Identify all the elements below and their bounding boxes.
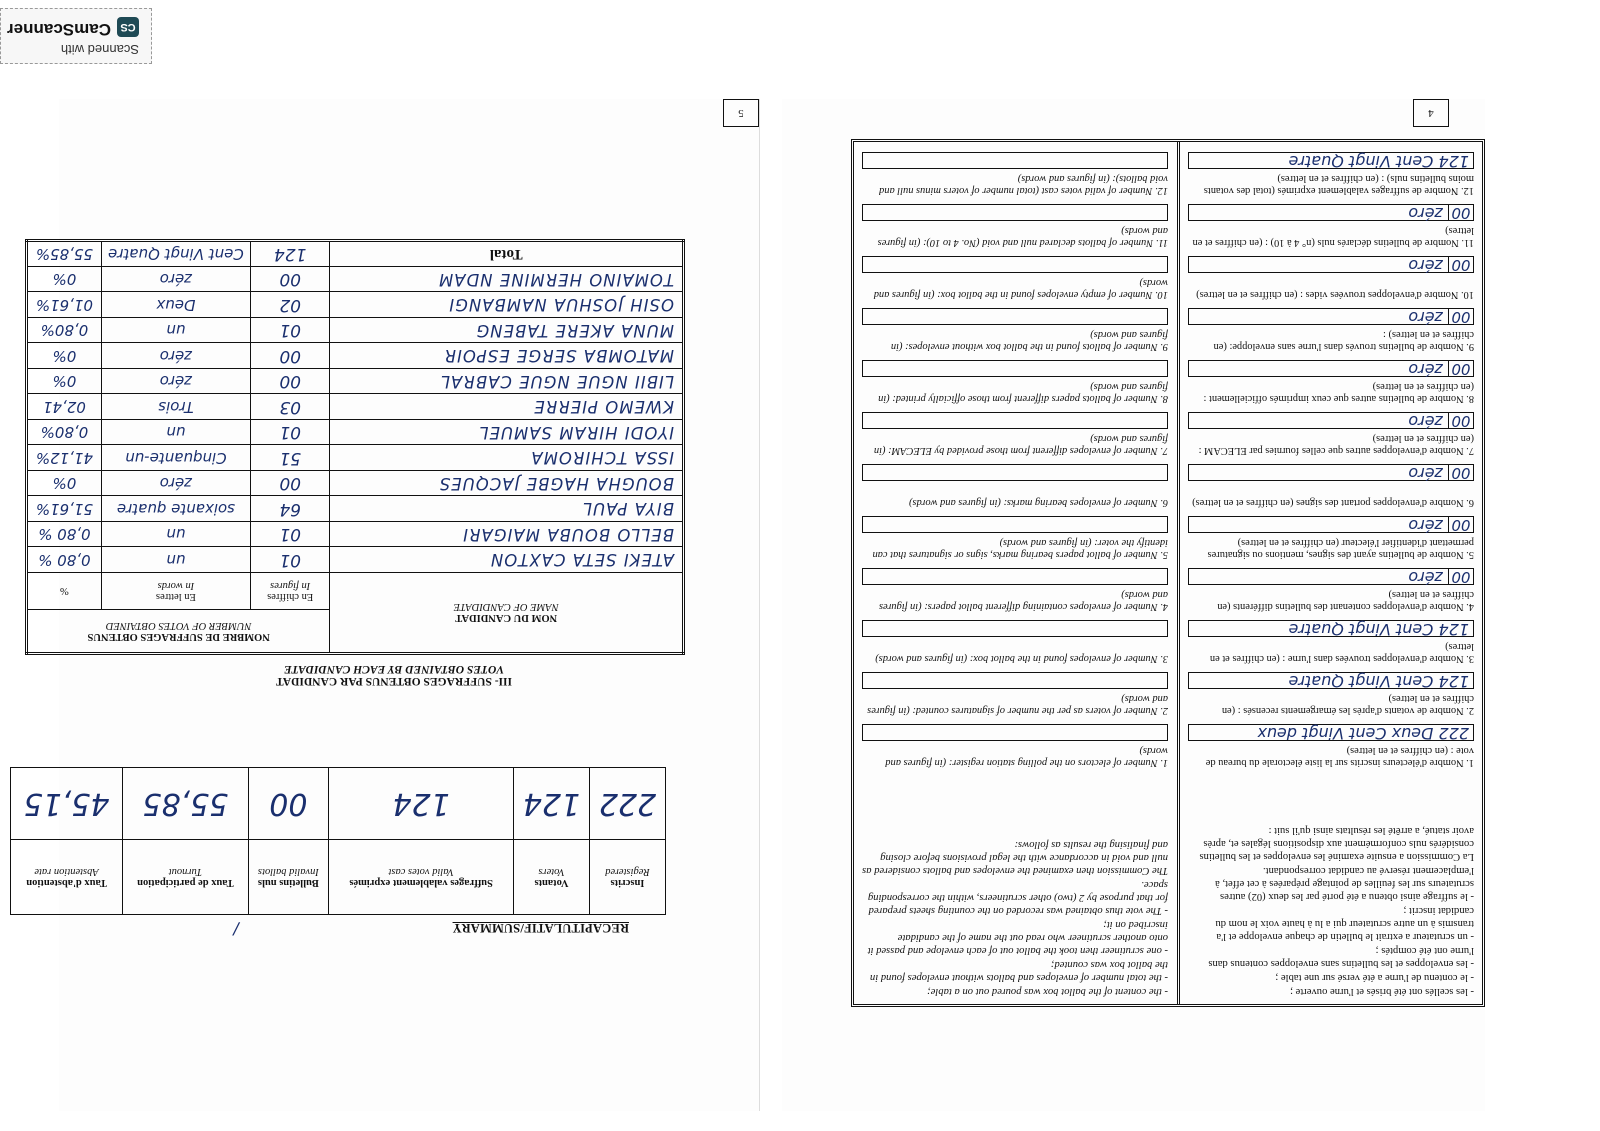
- candidate-figures: 00: [251, 267, 330, 293]
- answer-figures: 00: [1448, 413, 1473, 428]
- candidate-words: zéro: [101, 343, 250, 369]
- answer-words: zéro: [1408, 464, 1443, 483]
- answer-words: zéro: [1408, 308, 1443, 327]
- candidate-figures: 00: [251, 471, 330, 497]
- form-item-fr: [1188, 612, 1474, 664]
- form-item-en: [862, 352, 1168, 404]
- summary-value: 55,85: [123, 768, 248, 840]
- answer-box-empty: [862, 724, 1168, 741]
- answer-figures: 00: [1448, 465, 1473, 480]
- procedure-intro-fr: [1188, 823, 1474, 998]
- candidate-words: zéro: [101, 267, 250, 293]
- answer-box-empty: [862, 256, 1168, 273]
- form-item-en: [862, 404, 1168, 456]
- candidate-figures: 01: [251, 522, 330, 548]
- item-question-fr: 12. Nombre de suffrages valablement exprimés (total des votants moins bulletins nuls) : (en chiffres et en lettres): [1203, 173, 1474, 196]
- form-item-fr: [1188, 248, 1474, 300]
- answer-figures: 00: [1448, 517, 1473, 532]
- form-item-fr: [1188, 196, 1474, 248]
- candidate-name: BIYA PAUL: [330, 496, 684, 522]
- candidate-words: Cinquante-un: [101, 445, 250, 471]
- candidate-percent: 0%: [27, 369, 102, 395]
- header-words: En lettres In words: [101, 573, 250, 610]
- candidate-name: ISSA TCHIROMA: [330, 445, 684, 471]
- form-item-en: [862, 456, 1168, 508]
- intro-paragraph-fr: - les scellés ont été brisés et l'urne ouverte ;: [1290, 986, 1474, 997]
- candidate-name: MATOMBA SERGE ESPOIR: [330, 343, 684, 369]
- candidate-words: un: [101, 420, 250, 446]
- header-votes: NOMBRE DE SUFFRAGES OBTENUS NUMBER OF VOTES OBTAINED: [27, 610, 330, 654]
- answer-box: [1188, 308, 1474, 325]
- item-question-fr: 4. Nombre d'enveloppes contenant des bulletins différents (en chiffres et en lettres): [1217, 589, 1474, 612]
- candidate-figures: 64: [251, 496, 330, 522]
- procedure-items-fr: [1188, 144, 1474, 768]
- form-item-en: [862, 664, 1168, 716]
- answer-figures: 00: [1448, 569, 1473, 584]
- form-item-en: [862, 300, 1168, 352]
- procedure-intro-en: [862, 837, 1168, 998]
- summary-header-fr: Taux d'abstention: [26, 877, 107, 888]
- summary-header-fr: Bulletins nuls: [257, 877, 319, 888]
- item-question-en: 9. Number of ballots found in the ballot box without envelopes: (in figures and words): [890, 329, 1168, 352]
- candidate-figures: 00: [251, 343, 330, 369]
- item-question-fr: 2. Nombre de votants d'après les émargements recensés : (en chiffres et en lettres): [1221, 693, 1474, 716]
- form-item-fr: [1188, 300, 1474, 352]
- form-item-en: [862, 508, 1168, 560]
- summary-header-cell: [590, 840, 666, 915]
- candidate-name: BELLO BOUBA MAIGARI: [330, 522, 684, 548]
- handwritten-answer: 124 Cent Vingt Quatre: [1288, 620, 1469, 639]
- answer-box: [1188, 724, 1474, 741]
- counting-procedure-box: [851, 139, 1485, 1007]
- total-row: [27, 241, 684, 267]
- summary-header-cell: [11, 840, 123, 915]
- answer-box-empty: [862, 620, 1168, 637]
- total-label: Total: [330, 241, 684, 267]
- form-item-fr: [1188, 352, 1474, 404]
- item-question-en: 12. Number of valid votes cast (total number of voters minus null and void ballots): (in figures and words): [879, 173, 1168, 196]
- intro-paragraph-en: The Commission then examined the envelopes and ballots considered as null and void in accordance with the legal provisions before closing and finalising the results as follows:: [862, 839, 1168, 876]
- answer-words: zéro: [1408, 360, 1443, 379]
- candidate-percent: 01,61%: [27, 292, 102, 318]
- form-item-en: [862, 612, 1168, 664]
- form-item-fr: [1188, 716, 1474, 768]
- candidate-percent: 0%: [27, 267, 102, 293]
- answer-box: [1188, 672, 1474, 689]
- answer-figures: 00: [1448, 205, 1473, 220]
- summary-header-en: Registered: [605, 866, 650, 877]
- header-percent: %: [27, 573, 102, 610]
- answer-box: [1188, 204, 1474, 221]
- summary-header-cell: [514, 840, 590, 915]
- candidate-row: [27, 394, 684, 420]
- candidate-row: [27, 267, 684, 293]
- page-number-4: 4: [1413, 99, 1449, 127]
- summary-value: 00: [248, 768, 329, 840]
- form-item-fr: [1188, 456, 1474, 508]
- candidate-name: KWEMO PIERRE: [330, 394, 684, 420]
- candidate-percent: 0%: [27, 471, 102, 497]
- candidate-name: OSIH JOSHUA NAMBANGI: [330, 292, 684, 318]
- procedure-items-en: [862, 144, 1168, 768]
- answer-box-empty: [862, 360, 1168, 377]
- candidate-row: [27, 496, 684, 522]
- candidate-row: [27, 318, 684, 344]
- candidate-percent: 0%: [27, 343, 102, 369]
- summary-header-en: Turnout: [168, 866, 202, 877]
- results-title: [224, 663, 564, 687]
- summary-header-cell: [248, 840, 329, 915]
- candidate-figures: 01: [251, 318, 330, 344]
- camscanner-badge: [0, 8, 152, 64]
- camscanner-logo-icon: CS: [117, 17, 139, 37]
- answer-box: [1188, 620, 1474, 637]
- summary-table: [10, 767, 666, 915]
- summary-value: 222: [590, 768, 666, 840]
- item-question-en: 8. Number of ballots papers different from those officially printed: (in figures and words): [878, 381, 1168, 404]
- answer-box-empty: [862, 308, 1168, 325]
- item-question-en: 2. Number of voters as per the number of signatures counted: (in figures and words): [867, 693, 1168, 716]
- candidate-row: [27, 471, 684, 497]
- form-item-fr: [1188, 508, 1474, 560]
- item-question-en: 3. Number of envelopes found in the ballot box: (in figures and words): [875, 653, 1168, 664]
- summary-header-fr: Suffrages valablement exprimés: [349, 877, 493, 888]
- candidate-words: zéro: [101, 471, 250, 497]
- candidate-percent: 0,80%: [27, 318, 102, 344]
- summary-header-fr: Taux de participation: [137, 877, 234, 888]
- candidate-name: TOMAINO HERMINE NDAM: [330, 267, 684, 293]
- candidate-words: soixante quatre: [101, 496, 250, 522]
- handwritten-mark: /: [233, 920, 239, 939]
- total-words: Cent Vingt Quatre: [101, 241, 250, 267]
- item-question-fr: 8. Nombre de bulletins autres que ceux imprimés officiellement : (en chiffres et en lettres): [1203, 381, 1474, 404]
- item-question-fr: 6. Nombre d'enveloppes portant des signes (en chiffres et en lettres): [1192, 497, 1474, 508]
- candidate-figures: 01: [251, 420, 330, 446]
- badge-brand: CamScanner: [7, 20, 111, 39]
- candidate-percent: 41,12%: [27, 445, 102, 471]
- results-title-en: VOTES OBTAINED BY EACH CANDIDATE: [283, 663, 505, 675]
- candidate-name: IYODI HIRAM SAMUEL: [330, 420, 684, 446]
- answer-box: [1188, 256, 1474, 273]
- item-question-fr: 9. Nombre de bulletins trouvés dans l'urne sans enveloppe: (en chiffres et en lettres) :: [1213, 329, 1474, 352]
- candidate-figures: 02: [251, 292, 330, 318]
- form-item-en: [862, 560, 1168, 612]
- intro-paragraph-fr: - le contenu de l'urne a été versé sur une table ;: [1275, 972, 1474, 983]
- summary-header-cell: [329, 840, 514, 915]
- page-number-5: 5: [723, 99, 759, 127]
- candidate-figures: 03: [251, 394, 330, 420]
- form-item-fr: [1188, 664, 1474, 716]
- candidate-row: [27, 445, 684, 471]
- candidate-row: [27, 547, 684, 573]
- candidate-name: LIBII NGUE NGUE CABRAL: [330, 369, 684, 395]
- candidate-words: Deux: [101, 292, 250, 318]
- item-question-en: 7. Number of envelopes different from those provided by ELECAM: (in figures and words): [873, 433, 1168, 456]
- form-item-fr: [1188, 404, 1474, 456]
- item-question-fr: 10. Nombre d'enveloppes trouvées vides : (en chiffres et en lettres): [1196, 289, 1474, 300]
- item-question-en: 1. Number of electors on the polling station register: (in figures and words): [885, 745, 1168, 768]
- answer-box: [1188, 152, 1474, 169]
- form-item-fr: [1188, 144, 1474, 196]
- item-question-fr: 3. Nombre d'enveloppes trouvées dans l'urne : (en chiffres et en lettres): [1209, 641, 1474, 664]
- header-candidate: NOM DU CANDIDAT NAME OF CANDIDATE: [330, 573, 684, 654]
- candidate-row: [27, 420, 684, 446]
- item-question-en: 6. Number of envelopes bearing marks: (in figures and words): [909, 497, 1168, 508]
- item-question-fr: 5. Nombre de bulletins ayant des signes, mentions ou signatures permettant d'identifier l'électeur (en chiffres et en lettres): [1207, 537, 1474, 560]
- answer-box-empty: [862, 204, 1168, 221]
- candidate-row: [27, 369, 684, 395]
- total-percent: 55,85%: [27, 241, 102, 267]
- candidate-percent: 51,61%: [27, 496, 102, 522]
- answer-figures: 00: [1448, 309, 1473, 324]
- candidate-name: MUNA AKERE TABENG: [330, 318, 684, 344]
- candidate-figures: 01: [251, 547, 330, 573]
- answer-box: [1188, 360, 1474, 377]
- answer-words: zéro: [1408, 516, 1443, 535]
- candidate-row: [27, 292, 684, 318]
- summary-value: 45,15: [11, 768, 123, 840]
- intro-paragraph-fr: - le suffrage ainsi obtenu a été porté par les deux (02) autres scrutateurs sur les feuilles de pointage préparées à cet effet, à l'emplacement réservé au candidat correspondant.: [1215, 865, 1474, 902]
- answer-box: [1188, 464, 1474, 481]
- handwritten-answer: 124 Cent Vingt Quatre: [1288, 672, 1469, 691]
- answer-words: zéro: [1408, 256, 1443, 275]
- handwritten-answer: 124 Cent Vingt Quatre: [1288, 152, 1469, 171]
- candidate-percent: 0,80 %: [27, 547, 102, 573]
- candidate-words: zéro: [101, 369, 250, 395]
- page-4: [782, 99, 1485, 1111]
- answer-box: [1188, 516, 1474, 533]
- badge-caption: Scanned with: [60, 42, 139, 57]
- candidate-words: Trois: [101, 394, 250, 420]
- summary-header-cell: [123, 840, 248, 915]
- intro-paragraph-en: - the total number of envelopes and ballots without envelopes found in the ballot box was counted;: [869, 959, 1168, 983]
- candidate-row: [27, 343, 684, 369]
- answer-words: zéro: [1408, 204, 1443, 223]
- candidate-name: ATEKI SETA CAXTON: [330, 547, 684, 573]
- summary-header-en: Voters: [538, 866, 565, 877]
- summary-value: 124: [329, 768, 514, 840]
- form-item-en: [862, 716, 1168, 768]
- form-item-en: [862, 144, 1168, 196]
- item-question-fr: 1. Nombre d'électeurs inscrits sur la liste électorale du bureau de vote : (en chiffres et en lettres): [1205, 745, 1474, 768]
- answer-box: [1188, 412, 1474, 429]
- page-5: [23, 99, 760, 1111]
- answer-words: zéro: [1408, 568, 1443, 587]
- item-question-fr: 7. Nombre d'enveloppes autres que celles fournies par ELECAM : (en chiffres et en lettres): [1198, 433, 1474, 456]
- item-question-en: 11. Number of ballots declared null and void (No. 4 to 10): (in figures and words): [877, 225, 1168, 248]
- candidate-words: un: [101, 522, 250, 548]
- total-figures: 124: [251, 241, 330, 267]
- candidate-percent: 02,41: [27, 394, 102, 420]
- summary-header-fr: Inscrits: [610, 877, 645, 888]
- answer-box-empty: [862, 152, 1168, 169]
- candidate-row: [27, 522, 684, 548]
- answer-figures: 00: [1448, 361, 1473, 376]
- summary-header-fr: Votants: [534, 877, 569, 888]
- summary-header-en: Invalid ballots: [257, 866, 319, 877]
- candidate-figures: 51: [251, 445, 330, 471]
- answer-box-empty: [862, 516, 1168, 533]
- item-question-fr: 11. Nombre de bulletins déclarés nuls (n° 4 à 10) : (en chiffres et en lettres): [1192, 225, 1474, 248]
- intro-paragraph-en: - the content of the ballot box was poured out on a table;: [927, 986, 1168, 997]
- procedure-english-column: [854, 142, 1176, 1004]
- item-question-en: 4. Number of envelopes containing different ballot papers: (in figures and words): [879, 589, 1168, 612]
- candidate-name: BOUGHA HAGBE JACQUES: [330, 471, 684, 497]
- intro-paragraph-fr: - un scrutateur a extrait le bulletin de chaque enveloppe et l'a transmis à un autre scrutateur qui a lu à haute voix le nom du candidat inscrit ;: [1215, 905, 1474, 942]
- item-question-en: 10. Number of empty envelopes found in the ballot box: (in figures and words): [873, 277, 1168, 300]
- answer-figures: 00: [1448, 257, 1473, 272]
- intro-paragraph-fr: - les enveloppes et les bulletins sans enveloppes contenus dans l'urne ont été comptés ;: [1208, 945, 1474, 969]
- candidate-figures: 00: [251, 369, 330, 395]
- intro-paragraph-fr: La Commission a ensuite examiné les enveloppes et les bulletins considérés nuls conformément aux dispositions légales et, après avoir statué, a arrêté les résultats ainsi qu'il suit :: [1199, 825, 1474, 862]
- header-figures: En chiffres In figures: [251, 573, 330, 610]
- form-item-en: [862, 248, 1168, 300]
- procedure-french-column: [1177, 142, 1482, 1004]
- summary-title: RECAPITULATIF/SUMMARY: [452, 921, 629, 935]
- form-item-fr: [1188, 560, 1474, 612]
- answer-box-empty: [862, 672, 1168, 689]
- candidate-percent: 0,80 %: [27, 522, 102, 548]
- results-title-fr: III- SUFFRAGES OBTENUS PAR CANDIDAT: [276, 675, 512, 687]
- summary-value: 124: [514, 768, 590, 840]
- candidate-words: un: [101, 547, 250, 573]
- answer-box-empty: [862, 568, 1168, 585]
- summary-header-en: Abstention rate: [34, 866, 99, 877]
- intro-paragraph-en: - The vote thus obtained was recorded on the counting sheets prepared for that purpose by 2 (two) other scrutineers, within the corresponding space.: [867, 879, 1168, 916]
- answer-box: [1188, 568, 1474, 585]
- handwritten-answer: 222 Deux Cent Vingt deux: [1257, 724, 1469, 743]
- answer-words: zéro: [1408, 412, 1443, 431]
- item-question-en: 5. Number of ballot papers bearing marks, signs or signatures that can identify the voter: (in figures and words): [872, 537, 1168, 560]
- candidate-percent: 0,80%: [27, 420, 102, 446]
- candidate-words: un: [101, 318, 250, 344]
- answer-box-empty: [862, 464, 1168, 481]
- intro-paragraph-en: - one scrutineer then took the ballot out of each envelope and passed it onto another scrutineer who read out the name of the candidate inscribed on it;: [867, 919, 1168, 956]
- summary-header-en: Valid votes cast: [388, 866, 454, 877]
- answer-box-empty: [862, 412, 1168, 429]
- form-item-en: [862, 196, 1168, 248]
- results-table: [25, 239, 685, 655]
